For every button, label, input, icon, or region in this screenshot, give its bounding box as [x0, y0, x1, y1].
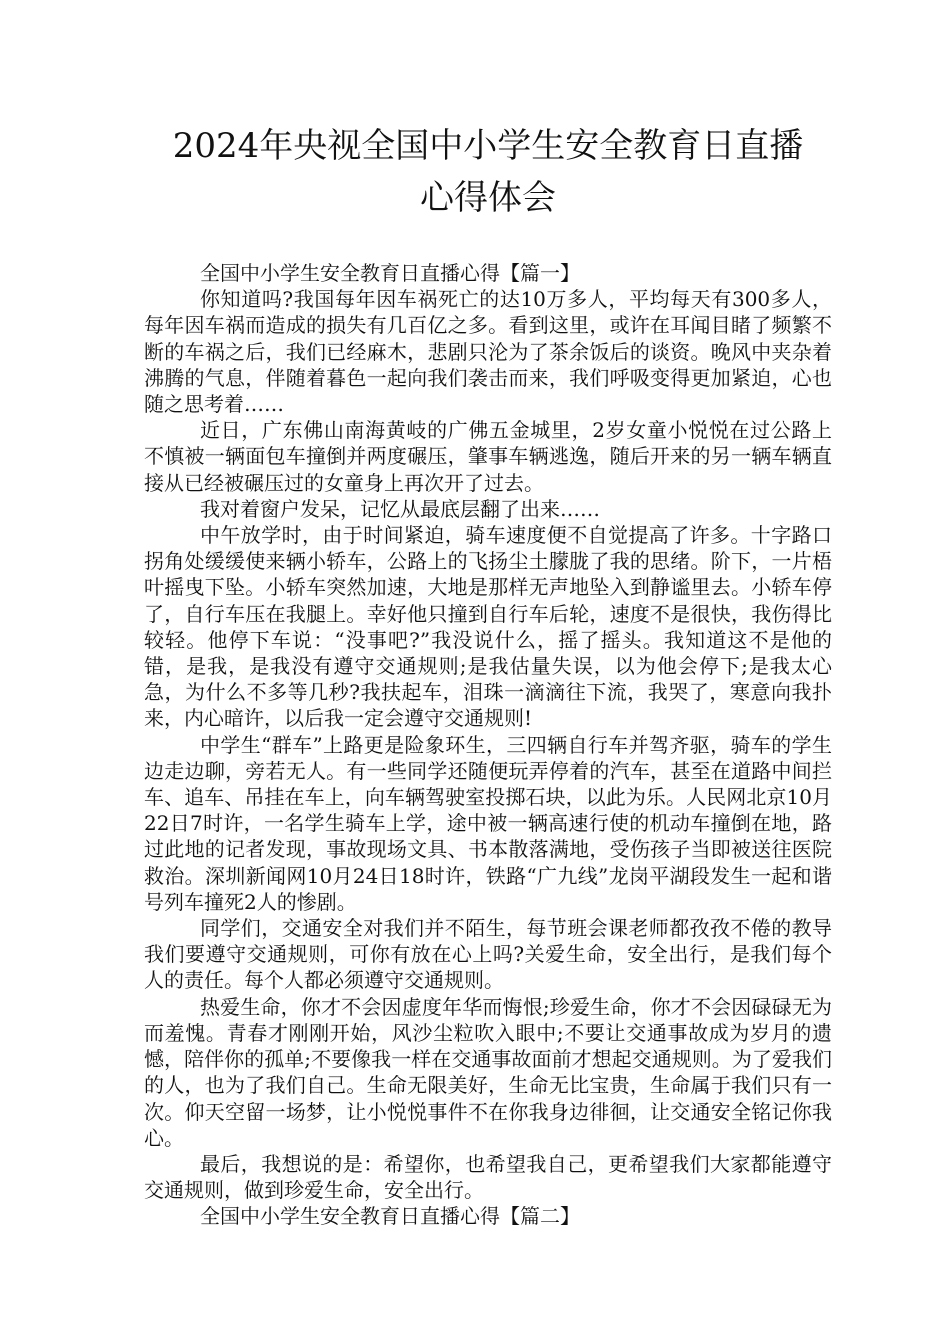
paragraph: 热爱生命，你才不会因虚度年华而悔恨;珍爱生命，你才不会因碌碌无为而羞愧。青春才刚刚开始，风沙尘粒吹入眼中;不要让交通事故成为岁月的遗憾，陪伴你的孤单;不要像我一样在交通事故面前才想起交通规则。为了爱我们的人，也为了我们自己。生命无限美好，生命无比宝贵，生命属于我们只有一次。仰天空留一场梦，让小悦悦事件不在你我身边徘徊，让交通安全铭记你我心。 [144, 994, 832, 1150]
paragraph: 你知道吗?我国每年因车祸死亡的达10万多人，平均每天有300多人，每年因车祸而造成的损失有几百亿之多。看到这里，或许在耳闻目睹了频繁不断的车祸之后，我们已经麻木，悲剧只沦为了茶余饭后的谈资。晚风中夹杂着沸腾的气息，伴随着暮色一起向我们袭击而来，我们呼吸变得更加紧迫，心也随之思考着…… [144, 287, 832, 417]
paragraph: 我对着窗户发呆，记忆从最底层翻了出来…… [200, 496, 600, 521]
document-title-line-1: 2024年央视全国中小学生安全教育日直播 [172, 126, 804, 166]
document-title-line-2: 心得体会 [420, 178, 556, 218]
section-heading-part-one: 全国中小学生安全教育日直播心得【篇一】 [200, 261, 580, 285]
section-heading-part-two: 全国中小学生安全教育日直播心得【篇二】 [200, 1204, 580, 1229]
document-body [144, 260, 832, 1230]
paragraph: 同学们，交通安全对我们并不陌生，每节班会课老师都孜孜不倦的教导我们要遵守交通规则，可你有放在心上吗?关爱生命，安全出行，是我们每个人的责任。每个人都必须遵守交通规则。 [144, 916, 832, 993]
paragraph: 近日，广东佛山南海黄岐的广佛五金城里，2岁女童小悦悦在过公路上不慎被一辆面包车撞倒并两度碾压，肇事车辆逃逸，随后开来的另一辆车辆直接从已经被碾压过的女童身上再次开了过去。 [144, 418, 832, 495]
document-title [144, 120, 832, 224]
paragraph: 最后，我想说的是：希望你，也希望我自己，更希望我们大家都能遵守交通规则，做到珍爱生命，安全出行。 [144, 1151, 832, 1203]
paragraph: 中午放学时，由于时间紧迫，骑车速度便不自觉提高了许多。十字路口拐角处缓缓使来辆小轿车，公路上的飞扬尘土朦胧了我的思绪。阶下，一片梧叶摇曳下坠。小轿车突然加速，大地是那样无声地坠入到静谧里去。小轿车停了，自行车压在我腿上。幸好他只撞到自行车后轮，速度不是很快，我伤得比较轻。他停下车说：“没事吧?”我没说什么，摇了摇头。我知道这不是他的错，是我，是我没有遵守交通规则;是我估量失误，以为他会停下;是我太心急，为什么不多等几秒?我扶起车，泪珠一滴滴往下流，我哭了，寒意向我扑来，内心暗许，以后我一定会遵守交通规则! [144, 523, 832, 731]
paragraph: 中学生“群车”上路更是险象环生，三四辆自行车并驾齐驱，骑车的学生边走边聊，旁若无人。有一些同学还随便玩弄停着的汽车，甚至在道路中间拦车、追车、吊挂在车上，向车辆驾驶室投掷石块，以此为乐。人民网北京10月22日7时许，一名学生骑车上学，途中被一辆高速行使的机动车撞倒在地，路过此地的记者发现，事故现场文具、书本散落满地，受伤孩子当即被送往医院救治。深圳新闻网10月24日18时许，铁路“广九线”龙岗平湖段发生一起和谐号列车撞死2人的惨剧。 [144, 732, 832, 914]
document-page [144, 120, 832, 1230]
